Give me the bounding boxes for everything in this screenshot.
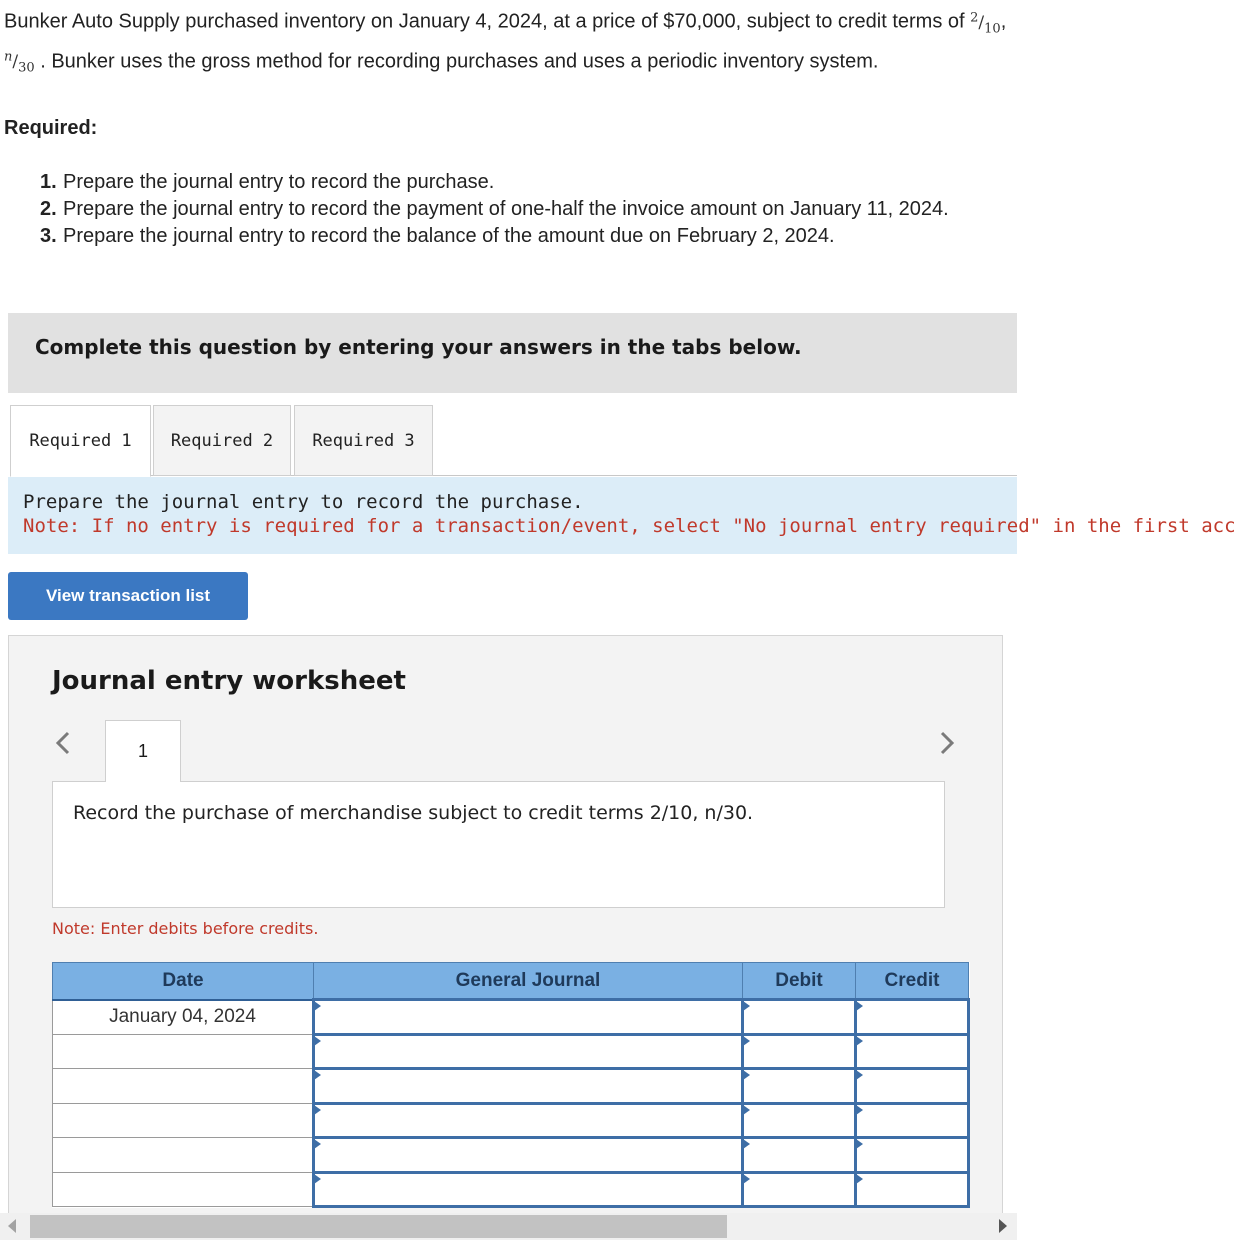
credit-input[interactable] — [856, 1034, 969, 1069]
instruction-note: Note: If no entry is required for a transaction/event, select "No journal entry required" in the first acc — [23, 515, 1236, 537]
intro-text-a: Bunker Auto Supply purchased inventory on January 4, 2024, at a price of $70,000, subject to credit terms of — [4, 10, 965, 33]
col-debit-header: Debit — [743, 963, 856, 1000]
transaction-description: Record the purchase of merchandise subject to credit terms 2/10, n/30. — [73, 802, 754, 824]
tab-required-2[interactable]: Required 2 — [153, 405, 291, 476]
credit-input[interactable] — [856, 1103, 969, 1138]
credit-input[interactable] — [856, 1138, 969, 1173]
date-cell — [53, 1172, 314, 1207]
view-transaction-list-button[interactable]: View transaction list — [8, 572, 248, 620]
intro-text-b: . Bunker uses the gross method for recording purchases and uses a periodic inventory system. — [40, 50, 879, 73]
problem-statement: Bunker Auto Supply purchased inventory on January 4, 2024, at a price of $70,000, subject to credit terms of $^2/_{10}$, $^n/_{30}$ . Bunker uses the gross method for recording purchases and uses a periodic inventory system. — [4, 10, 1007, 76]
next-entry-chevron-right-icon[interactable] — [937, 728, 957, 758]
table-header-row — [53, 963, 969, 1000]
credit-input[interactable] — [856, 1000, 969, 1035]
scroll-left-arrow-icon[interactable] — [8, 1219, 16, 1233]
credit-term-discount: $^2/_{10}$ — [970, 10, 1001, 37]
account-select[interactable] — [314, 1000, 743, 1035]
debit-input[interactable] — [743, 1172, 856, 1207]
col-credit-header: Credit — [856, 963, 969, 1000]
required-item-2: 2. Prepare the journal entry to record the payment of one-half the invoice amount on January 11, 2024. — [40, 198, 949, 220]
tab-required-1[interactable]: Required 1 — [10, 405, 151, 477]
account-select[interactable] — [314, 1069, 743, 1104]
table-row — [53, 1138, 969, 1173]
instruction-text: Prepare the journal entry to record the purchase. — [23, 491, 584, 513]
tab-required-3[interactable]: Required 3 — [294, 405, 433, 476]
date-cell — [53, 1069, 314, 1104]
credit-term-net: $^n/_{30}$ — [4, 49, 35, 76]
credit-input[interactable] — [856, 1172, 969, 1207]
transaction-description-box — [52, 781, 945, 908]
tab-instructions — [8, 477, 1236, 554]
table-row — [53, 1000, 969, 1035]
debit-input[interactable] — [743, 1103, 856, 1138]
journal-entry-worksheet — [8, 635, 1003, 1215]
col-date-header: Date — [53, 963, 314, 1000]
required-tabs — [10, 405, 1017, 476]
required-heading: Required: — [4, 117, 98, 139]
date-cell — [53, 1034, 314, 1069]
table-row — [53, 1034, 969, 1069]
worksheet-title: Journal entry worksheet — [52, 666, 406, 696]
debit-input[interactable] — [743, 1069, 856, 1104]
table-row — [53, 1103, 969, 1138]
debit-input[interactable] — [743, 1138, 856, 1173]
prev-entry-chevron-left-icon[interactable] — [53, 728, 73, 758]
horizontal-scrollbar[interactable] — [0, 1213, 1017, 1240]
scroll-right-arrow-icon[interactable] — [999, 1219, 1007, 1233]
entry-tab-1[interactable]: 1 — [105, 720, 181, 782]
required-item-1: 1. Prepare the journal entry to record the purchase. — [40, 171, 495, 193]
instructions-banner: Complete this question by entering your answers in the tabs below. — [8, 313, 1017, 393]
required-list — [40, 169, 1015, 250]
date-cell: January 04, 2024 — [53, 1000, 314, 1035]
debit-input[interactable] — [743, 1000, 856, 1035]
scrollbar-thumb[interactable] — [30, 1215, 727, 1238]
general-journal-table — [52, 962, 970, 1208]
table-row — [53, 1172, 969, 1207]
col-general-journal-header: General Journal — [314, 963, 743, 1000]
date-cell — [53, 1103, 314, 1138]
date-cell — [53, 1138, 314, 1173]
account-select[interactable] — [314, 1034, 743, 1069]
credit-input[interactable] — [856, 1069, 969, 1104]
account-select[interactable] — [314, 1103, 743, 1138]
required-item-3: 3. Prepare the journal entry to record the balance of the amount due on February 2, 2024. — [40, 225, 835, 247]
table-row — [53, 1069, 969, 1104]
account-select[interactable] — [314, 1138, 743, 1173]
debits-note: Note: Enter debits before credits. — [52, 919, 319, 938]
debit-input[interactable] — [743, 1034, 856, 1069]
account-select[interactable] — [314, 1172, 743, 1207]
